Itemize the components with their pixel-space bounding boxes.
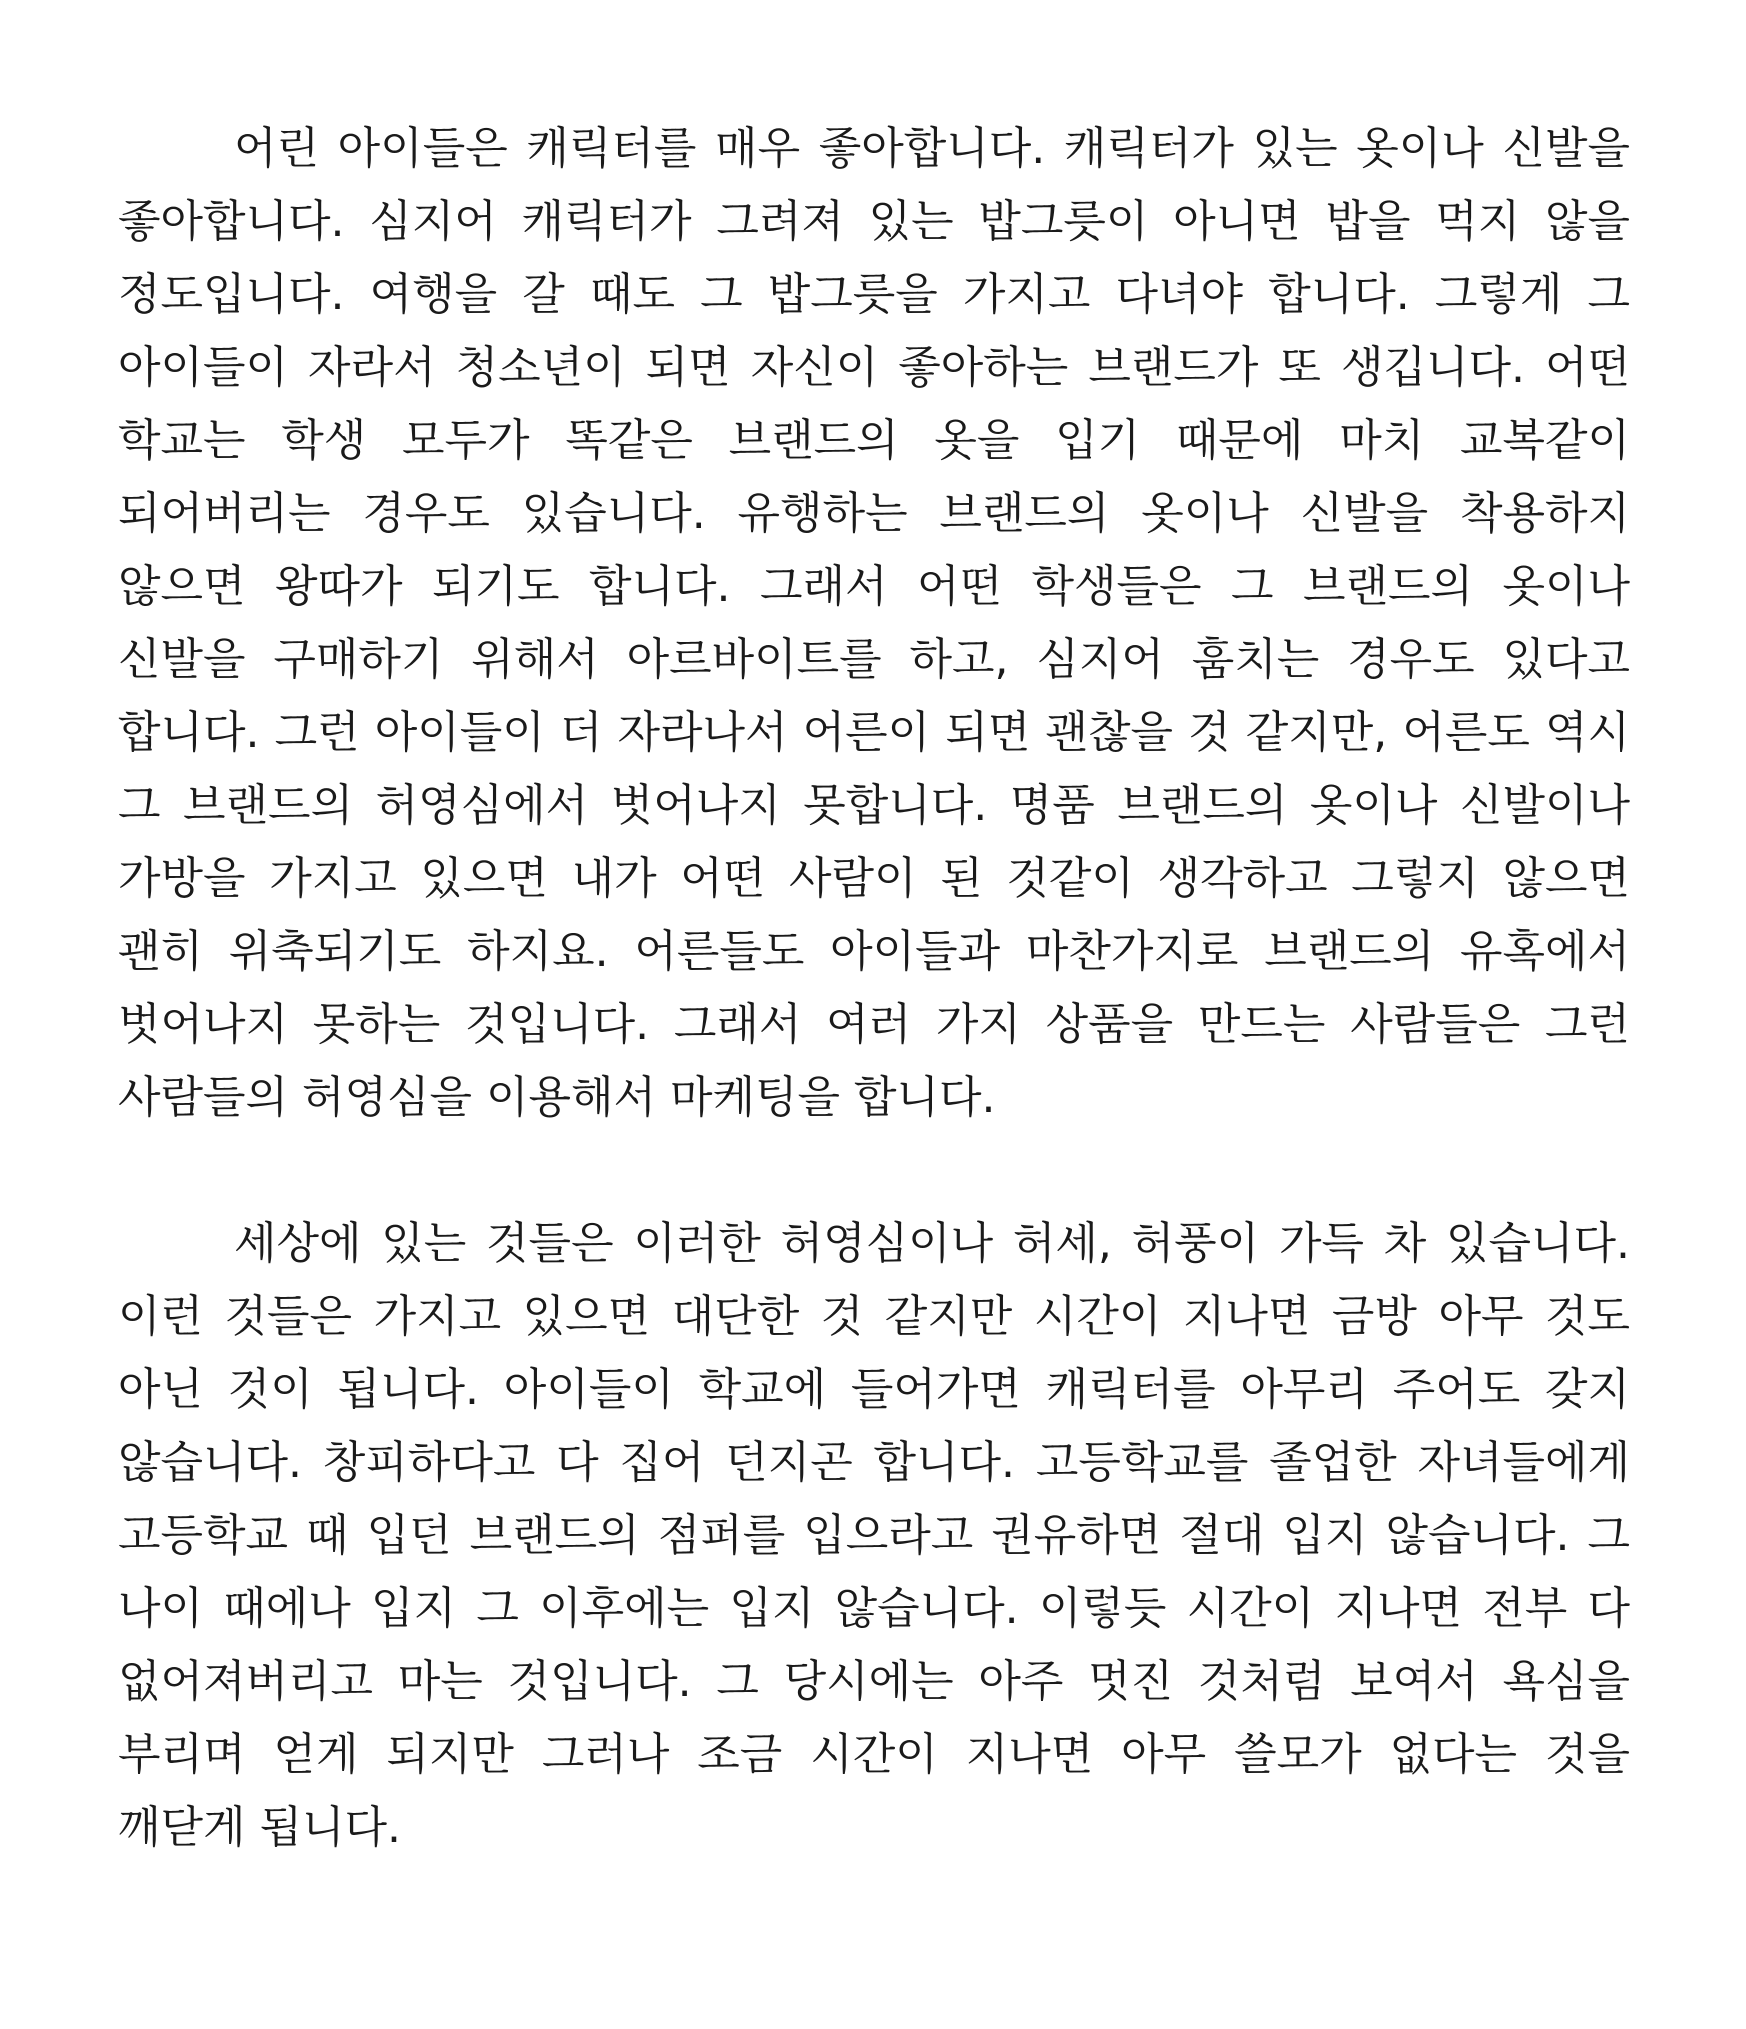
paragraph-1: 어린 아이들은 캐릭터를 매우 좋아합니다. 캐릭터가 있는 옷이나 신발을 좋아합니다. 심지어 캐릭터가 그려져 있는 밥그릇이 아니면 밥을 먹지 않을 정도입니다. 여행을 갈 때도 그 밥그릇을 가지고 다녀야 합니다. 그렇게 그 아이들이 자라서 청소년이 되면 자신이 좋아하는 브랜드가 또 생깁니다. 어떤 학교는 학생 모두가 똑같은 브랜드의 옷을 입기 때문에 마치 교복같이 되어버리는 경우도 있습니다. 유행하는 브랜드의 옷이나 신발을 착용하지 않으면 왕따가 되기도 합니다. 그래서 어떤 학생들은 그 브랜드의 옷이나 신발을 구매하기 위해서 아르바이트를 하고, 심지어 훔치는 경우도 있다고 합니다. 그런 아이들이 더 자라나서 어른이 되면 괜찮을 것 같지만, 어른도 역시 그 브랜드의 허영심에서 벗어나지 못합니다. 명품 브랜드의 옷이나 신발이나 가방을 가지고 있으면 내가 어떤 사람이 된 것같이 생각하고 그렇지 않으면 괜히 위축되기도 하지요. 어른들도 아이들과 마찬가지로 브랜드의 유혹에서 벗어나지 못하는 것입니다. 그래서 여러 가지 상품을 만드는 사람들은 그런 사람들의 허영심을 이용해서 마케팅을 합니다. <box>118 123 1630 1123</box>
paragraph-2: 세상에 있는 것들은 이러한 허영심이나 허세, 허풍이 가득 차 있습니다. 이런 것들은 가지고 있으면 대단한 것 같지만 시간이 지나면 금방 아무 것도 아닌 것이 됩니다. 아이들이 학교에 들어가면 캐릭터를 아무리 주어도 갖지 않습니다. 창피하다고 다 집어 던지곤 합니다. 고등학교를 졸업한 자녀들에게 고등학교 때 입던 브랜드의 점퍼를 입으라고 권유하면 절대 입지 않습니다. 그 나이 때에나 입지 그 이후에는 입지 않습니다. 이렇듯 시간이 지나면 전부 다 없어져버리고 마는 것입니다. 그 당시에는 아주 멋진 것처럼 보여서 욕심을 부리며 얻게 되지만 그러나 조금 시간이 지나면 아무 쓸모가 없다는 것을 깨닫게 됩니다. <box>118 1218 1630 1853</box>
document-body <box>118 112 1630 1864</box>
